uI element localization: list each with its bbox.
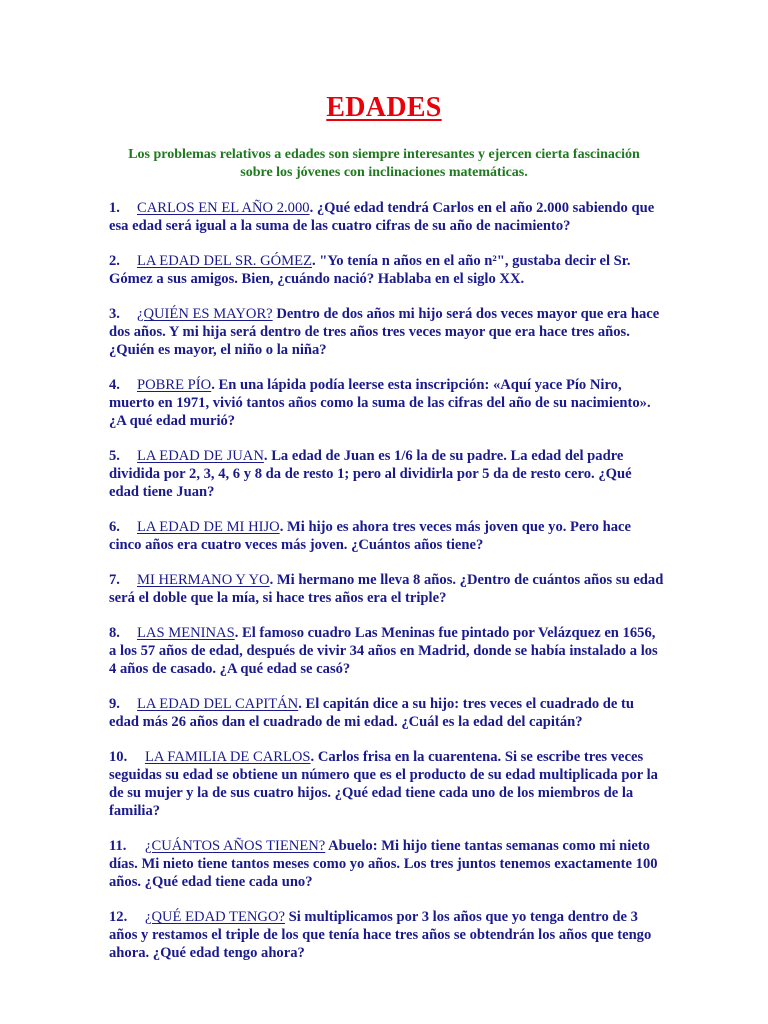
problem-text: Abuelo: Mi hijo tiene tantas semanas como mi nieto días. Mi nieto tiene tantos meses como yo años. Los tres juntos tenemos exactamente 100 años. ¿Qué edad tiene cada uno? (109, 838, 658, 890)
problem-number: 5. (109, 448, 120, 464)
problem-title: ¿QUÉ EDAD TENGO? (145, 909, 285, 925)
problem-number: 2. (109, 253, 120, 269)
problem-list (109, 199, 665, 979)
problem-title: ¿QUIÉN ES MAYOR? (137, 306, 273, 322)
problem-title: MI HERMANO Y YO (137, 572, 270, 588)
problem-title: POBRE PÍO (137, 377, 212, 393)
problem-text: Dentro de dos años mi hijo será dos veces mayor que era hace dos años. Y mi hija será dentro de tres años tres veces mayor que era hace tres años. ¿Quién es mayor, el niño o la niña? (109, 306, 660, 358)
problem-item (109, 305, 665, 359)
problem-item (109, 748, 665, 820)
problem-item (109, 199, 665, 235)
problem-item (109, 908, 665, 962)
problem-number: 12. (109, 909, 128, 925)
problem-title: LA EDAD DEL CAPITÁN (137, 696, 299, 712)
problem-item (109, 624, 665, 678)
problem-number: 8. (109, 625, 120, 641)
problem-text: . "Yo tenía n años en el año n²", gustaba decir el Sr. Gómez a sus amigos. Bien, ¿cuándo nació? Hablaba en el siglo XX. (109, 253, 631, 287)
problem-title: LA FAMILIA DE CARLOS (145, 749, 311, 765)
problem-number: 11. (109, 838, 127, 854)
problem-item (109, 518, 665, 554)
page-title: EDADES (326, 92, 442, 123)
problem-text: Si multiplicamos por 3 los años que yo tenga dentro de 3 años y restamos el triple de los que tenía hace tres años se obtendrán los años que tengo ahora. ¿Qué edad tengo ahora? (109, 909, 652, 961)
problem-number: 1. (109, 200, 120, 216)
problem-text: . En una lápida podía leerse esta inscripción: «Aquí yace Pío Niro, muerto en 1971, vivió tantos años como la suma de las cifras del año de su nacimiento». ¿A qué edad murió? (109, 377, 651, 429)
problem-number: 6. (109, 519, 120, 535)
problem-item (109, 837, 665, 891)
problem-item (109, 376, 665, 430)
problem-title: ¿CUÁNTOS AÑOS TIENEN? (145, 838, 326, 854)
problem-number: 10. (109, 749, 128, 765)
problem-text: . El capitán dice a su hijo: tres veces el cuadrado de tu edad más 26 años dan el cuadrado de mi edad. ¿Cuál es la edad del capitán? (109, 696, 634, 730)
problem-text: . Carlos frisa en la cuarentena. Si se escribe tres veces seguidas su edad se obtiene un número que es el producto de su edad multiplicada por la de su mujer y la de sus cuatro hijos. ¿Qué edad tiene cada uno de los miembros de la familia? (109, 749, 658, 819)
problem-number: 3. (109, 306, 120, 322)
problem-item (109, 447, 665, 501)
intro-paragraph: Los problemas relativos a edades son siempre interesantes y ejercen cierta fascinación sobre los jóvenes con inclinaciones matemáticas. (128, 147, 640, 180)
problem-title: LA EDAD DE MI HIJO (137, 519, 280, 535)
problem-title: LA EDAD DE JUAN (137, 448, 264, 464)
problem-item (109, 695, 665, 731)
problem-text: . La edad de Juan es 1/6 la de su padre. La edad del padre dividida por 2, 3, 4, 6 y 8 da de resto 1; pero al dividirla por 5 da de resto cero. ¿Qué edad tiene Juan? (109, 448, 632, 500)
problem-item (109, 252, 665, 288)
problem-title: LAS MENINAS (137, 625, 235, 641)
problem-title: CARLOS EN EL AÑO 2.000 (137, 200, 310, 216)
problem-number: 9. (109, 696, 120, 712)
problem-number: 7. (109, 572, 120, 588)
problem-title: LA EDAD DEL SR. GÓMEZ (137, 253, 312, 269)
problem-text: . Mi hijo es ahora tres veces más joven que yo. Pero hace cinco años era cuatro veces más joven. ¿Cuántos años tiene? (109, 519, 631, 553)
problem-number: 4. (109, 377, 120, 393)
problem-text: . Mi hermano me lleva 8 años. ¿Dentro de cuántos años su edad será el doble que la mía, si hace tres años era el triple? (109, 572, 664, 606)
problem-text: . El famoso cuadro Las Meninas fue pintado por Velázquez en 1656, a los 57 años de edad, después de vivir 34 años en Madrid, donde se había instalado a los 4 años de casado. ¿A qué edad se casó? (109, 625, 658, 677)
problem-item (109, 571, 665, 607)
problem-text: . ¿Qué edad tendrá Carlos en el año 2.000 sabiendo que esa edad será igual a la suma de las cuatro cifras de su año de nacimiento? (109, 200, 655, 234)
